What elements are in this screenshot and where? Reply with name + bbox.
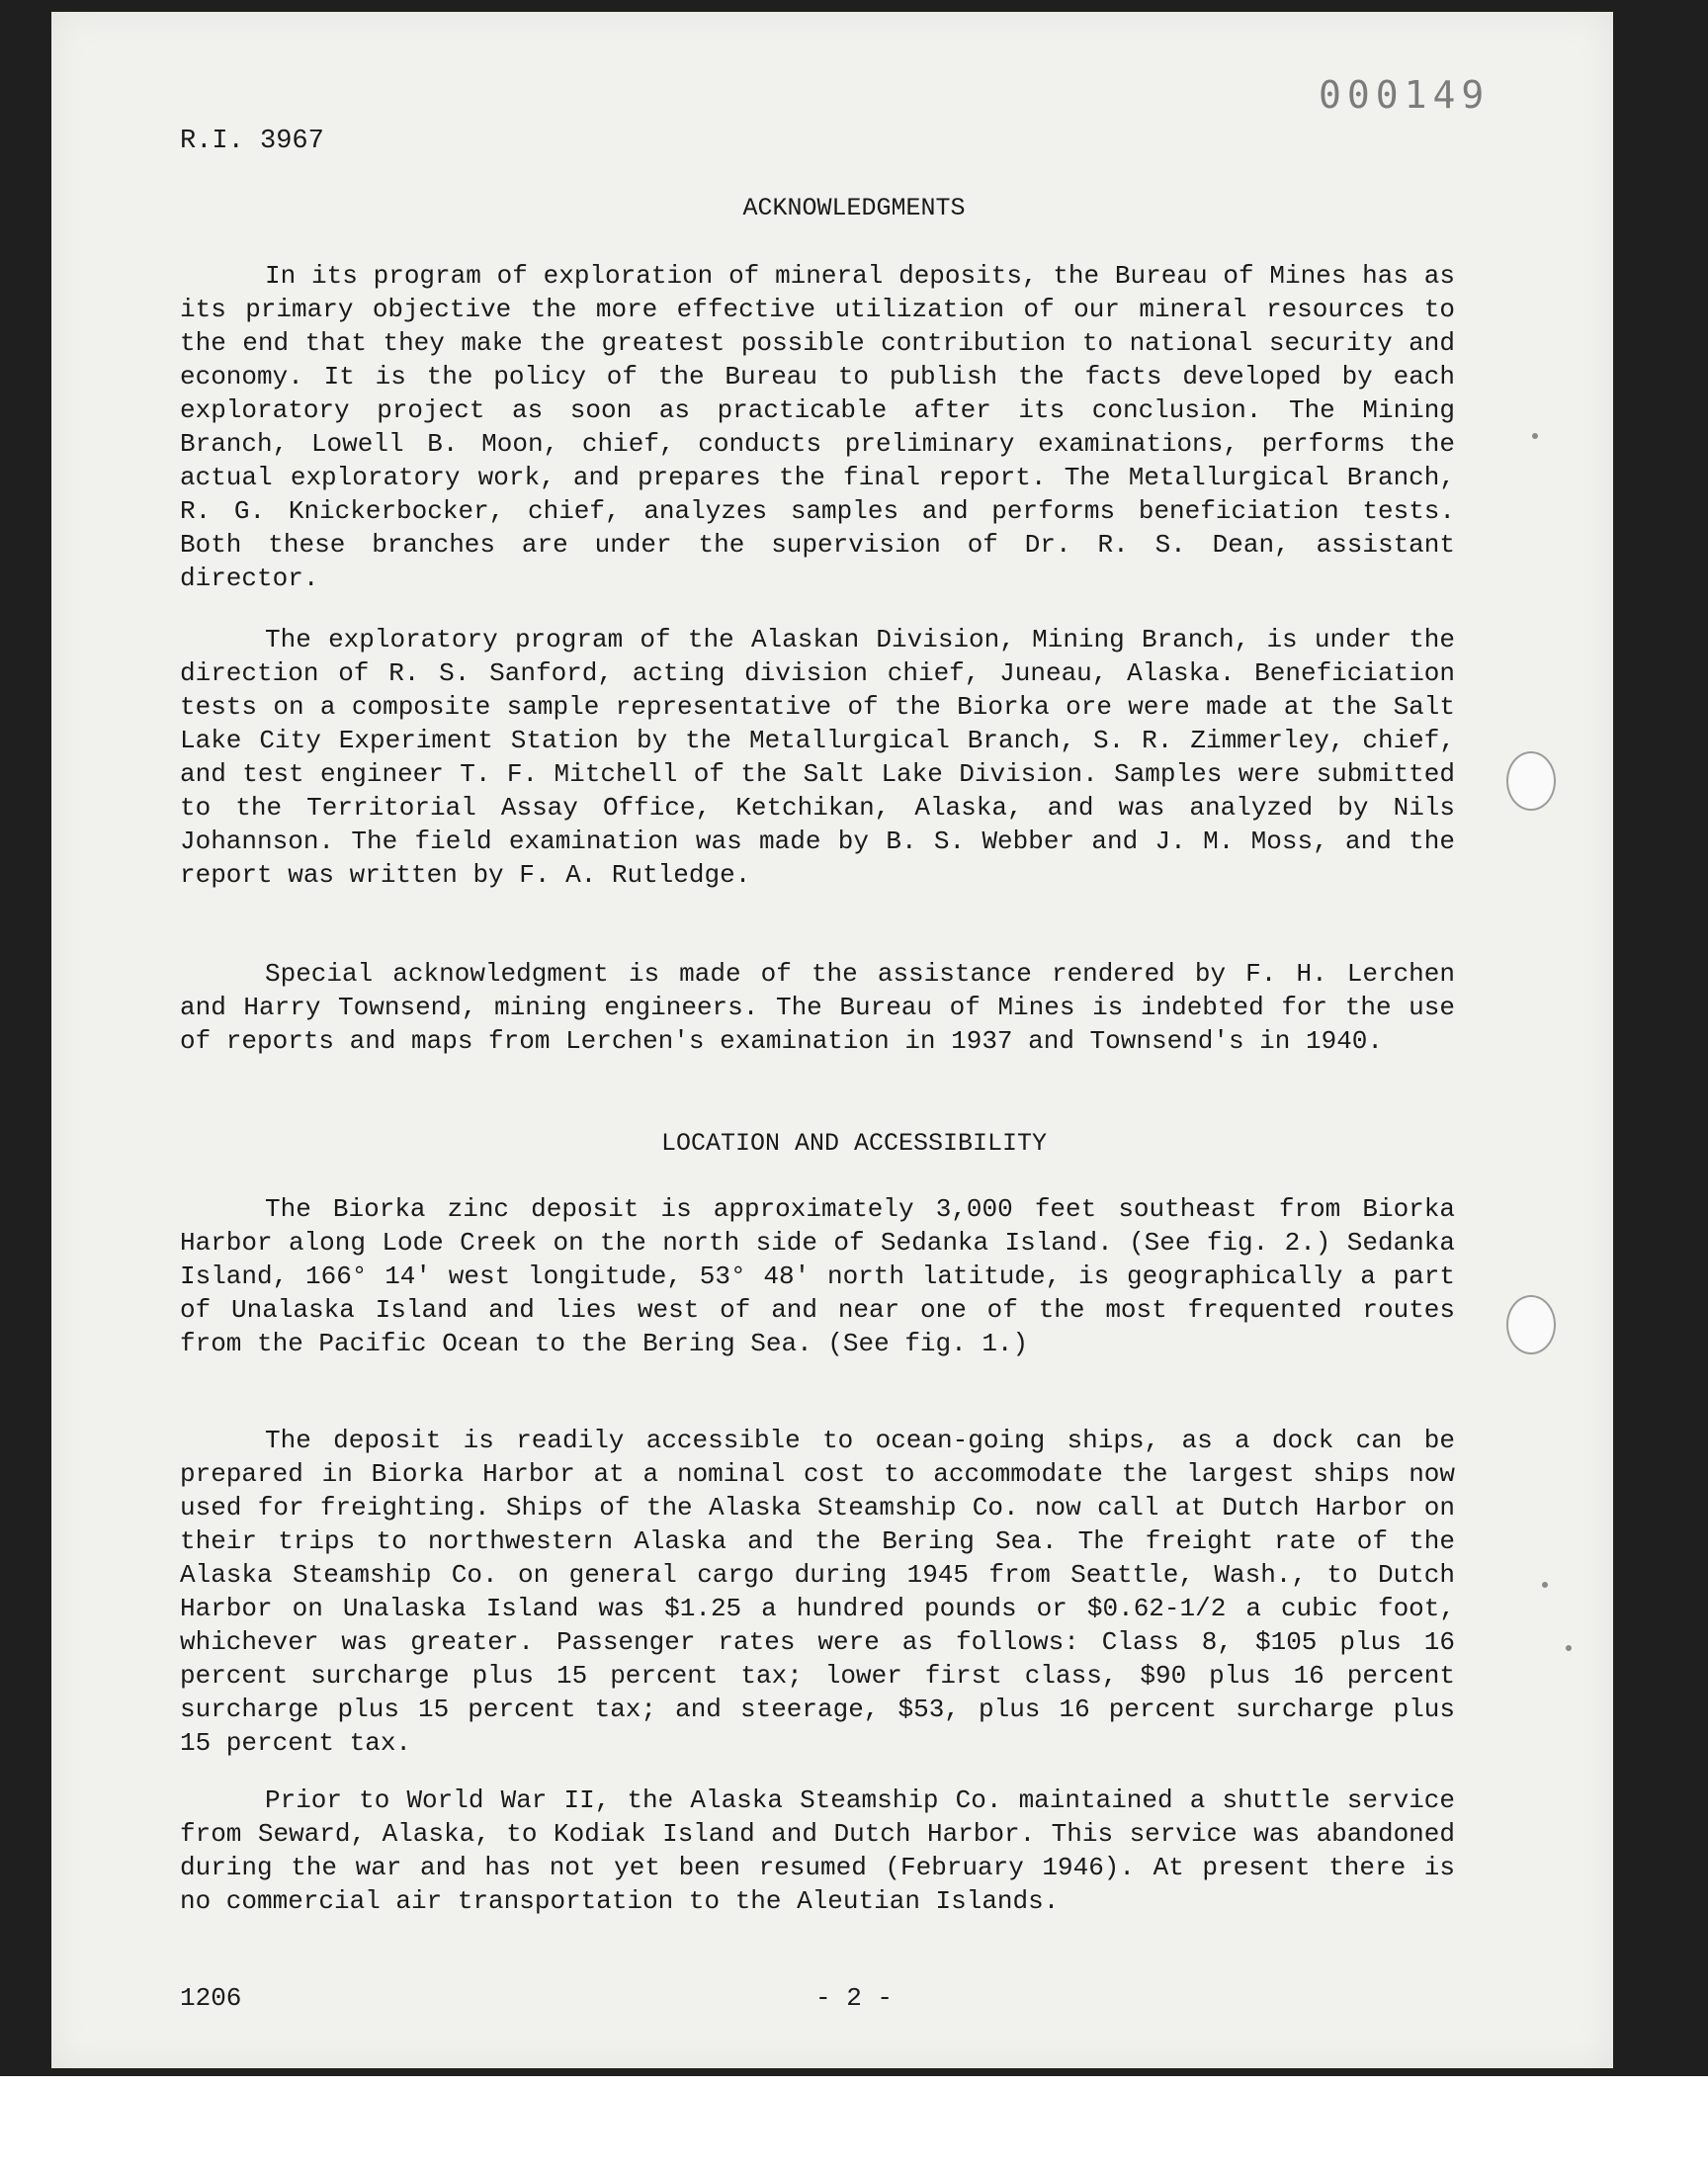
paragraph-location-3: Prior to World War II, the Alaska Steamship Co. maintained a shuttle service from Seward, Alaska, to Kodiak Island and Dutch Harbor. This service was abandoned during the war and has not yet been resumed (February 1946). At present there is no commercial air transportation to the Aleutian Islands.	[180, 1785, 1455, 1916]
heading-location-accessibility: LOCATION AND ACCESSIBILITY	[660, 1129, 1048, 1158]
heading-acknowledgments: ACKNOWLEDGMENTS	[742, 194, 966, 222]
punch-hole-lower	[1506, 1295, 1556, 1354]
paragraph-location-2: The deposit is readily accessible to ocean-going ships, as a dock can be prepared in Biorka Harbor at a nominal cost to accommodate the largest ships now used for freighting. Ships of the Alaska Steamship Co. now call at Dutch Harbor on their trips to northwestern Alaska and the Bering Sea. The freight rate of the Alaska Steamship Co. on general cargo during 1945 from Seattle, Wash., to Dutch Harbor on Unalaska Island was $1.25 a hundred pounds or $0.62-1/2 a cubic foot, whichever was greater. Passenger rates were as follows: Class 8, $105 plus 16 percent surcharge plus 15 percent tax; lower first class, $90 plus 16 percent surcharge plus 15 percent tax; and steerage, $53, plus 16 percent surcharge plus 15 percent tax.	[180, 1426, 1455, 1758]
footer-document-number: 1206	[180, 1983, 242, 2013]
scan-speck	[1542, 1582, 1548, 1588]
scan-speck	[1566, 1645, 1572, 1651]
paragraph-acknowledgments-2: The exploratory program of the Alaskan Division, Mining Branch, is under the direction of R. S. Sanford, acting division chief, Juneau, Alaska. Beneficiation tests on a composite sample representative of the Biorka ore were made at the Salt Lake City Experiment Station by the Metallurgical Branch, S. R. Zimmerley, chief, and test engineer T. F. Mitchell of the Salt Lake Division. Samples were submitted to the Territorial Assay Office, Ketchikan, Alaska, and was analyzed by Nils Johannson. The field examination was made by B. S. Webber and J. M. Moss, and the report was written by F. A. Rutledge.	[180, 625, 1455, 890]
scan-speck	[1532, 433, 1538, 439]
paragraph-location-1: The Biorka zinc deposit is approximately 3,000 feet southeast from Biorka Harbor along Lode Creek on the north side of Sedanka Island. (See fig. 2.) Sedanka Island, 166° 14' west longitude, 53° 48' north latitude, is geographically a part of Unalaska Island and lies west of and near one of the most frequented routes from the Pacific Ocean to the Bering Sea. (See fig. 1.)	[180, 1194, 1455, 1358]
paragraph-acknowledgments-1: In its program of exploration of mineral deposits, the Bureau of Mines has as its primary objective the more effective utilization of our mineral resources to the end that they make the greatest possible contribution to national security and economy. It is the policy of the Bureau to publish the facts developed by each exploratory project as soon as practicable after its conclusion. The Mining Branch, Lowell B. Moon, chief, conducts preliminary examinations, performs the actual exploratory work, and prepares the final report. The Metallurgical Branch, R. G. Knickerbocker, chief, analyzes samples and performs beneficiation tests. Both these branches are under the supervision of Dr. R. S. Dean, assistant director.	[180, 261, 1455, 593]
punch-hole-upper	[1506, 751, 1556, 811]
report-id: R.I. 3967	[180, 127, 324, 156]
page-number: - 2 -	[814, 1983, 893, 2013]
paragraph-acknowledgments-3: Special acknowledgment is made of the assistance rendered by F. H. Lerchen and Harry Townsend, mining engineers. The Bureau of Mines is indebted for the use of reports and maps from Lerchen's examination in 1937 and Townsend's in 1940.	[180, 959, 1455, 1056]
archive-stamp-number: 000149	[1319, 73, 1491, 117]
